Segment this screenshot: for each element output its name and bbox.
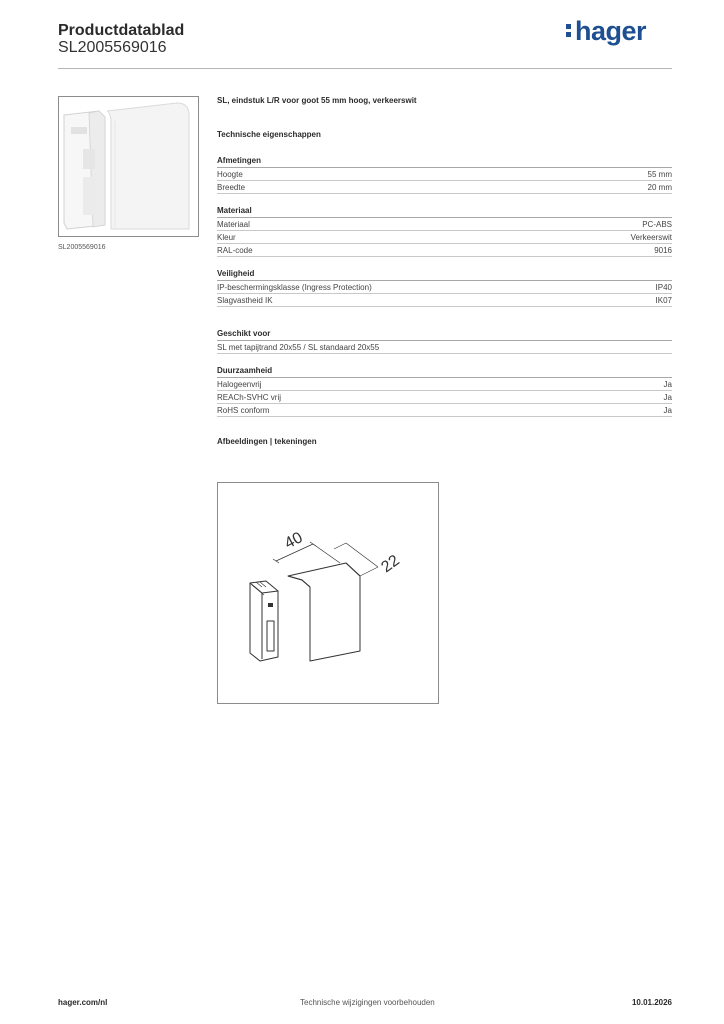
spec-row xyxy=(217,341,672,354)
spec-row xyxy=(217,168,672,181)
spec-label: Halogeenvrij xyxy=(217,380,262,389)
page-title: Productdatablad xyxy=(58,22,185,39)
spec-label: RoHS conform xyxy=(217,406,270,415)
section-geschikt-voor xyxy=(217,329,672,354)
spec-value: Verkeerswit xyxy=(630,233,672,242)
spec-label: Kleur xyxy=(217,233,236,242)
spec-label: RAL-code xyxy=(217,246,253,255)
spec-value: 20 mm xyxy=(647,183,672,192)
spec-content xyxy=(217,96,672,446)
spec-row xyxy=(217,218,672,231)
spec-label: REACh-SVHC vrij xyxy=(217,393,282,402)
footer-website: hager.com/nl xyxy=(58,998,108,1007)
section-veiligheid xyxy=(217,269,672,307)
spec-row xyxy=(217,244,672,257)
logo-text: hager xyxy=(575,16,647,46)
spec-value: Ja xyxy=(663,406,672,415)
section-title-duurzaamheid: Duurzaamheid xyxy=(217,366,672,378)
drawings-heading: Afbeeldingen | tekeningen xyxy=(217,437,317,446)
spec-row xyxy=(217,181,672,194)
dimension-label-22: 22 xyxy=(378,552,403,577)
section-duurzaamheid xyxy=(217,366,672,417)
logo-dots-icon xyxy=(566,21,572,40)
spec-row xyxy=(217,391,672,404)
dimension-label-40: 40 xyxy=(281,529,306,553)
header-divider xyxy=(58,68,672,69)
spec-value: IK07 xyxy=(655,296,672,305)
spec-value: IP40 xyxy=(655,283,672,292)
spec-value: 9016 xyxy=(654,246,672,255)
footer-disclaimer: Technische wijzigingen voorbehouden xyxy=(300,998,435,1007)
spec-label: Materiaal xyxy=(217,220,250,229)
spec-row xyxy=(217,231,672,244)
product-photo xyxy=(58,96,199,237)
hager-logo xyxy=(566,16,646,47)
spec-label: Hoogte xyxy=(217,170,243,179)
spec-row xyxy=(217,378,672,391)
spec-label: Slagvastheid IK xyxy=(217,296,273,305)
spec-row xyxy=(217,404,672,417)
product-code: SL2005569016 xyxy=(58,39,167,56)
spec-label: Breedte xyxy=(217,183,246,192)
spec-label: SL met tapijtrand 20x55 / SL standaard 20x55 xyxy=(217,343,380,352)
footer-date: 10.01.2026 xyxy=(631,998,672,1007)
section-title-geschikt: Geschikt voor xyxy=(217,329,672,341)
spec-value: PC-ABS xyxy=(642,220,672,229)
product-name: SL, eindstuk L/R voor goot 55 mm hoog, verkeerswit xyxy=(217,96,417,105)
section-title-materiaal: Materiaal xyxy=(217,206,672,218)
spec-row xyxy=(217,294,672,307)
spec-value: 55 mm xyxy=(647,170,672,179)
section-title-veiligheid: Veiligheid xyxy=(217,269,672,281)
section-title-afmetingen: Afmetingen xyxy=(217,156,672,168)
spec-value: Ja xyxy=(663,393,672,402)
spec-value: Ja xyxy=(663,380,672,389)
photo-caption: SL2005569016 xyxy=(58,244,106,251)
spec-label: IP-beschermingsklasse (Ingress Protection) xyxy=(217,283,372,292)
technical-drawing xyxy=(217,482,439,704)
section-materiaal xyxy=(217,206,672,257)
tech-heading: Technische eigenschappen xyxy=(217,130,321,139)
spec-row xyxy=(217,281,672,294)
section-afmetingen xyxy=(217,156,672,194)
